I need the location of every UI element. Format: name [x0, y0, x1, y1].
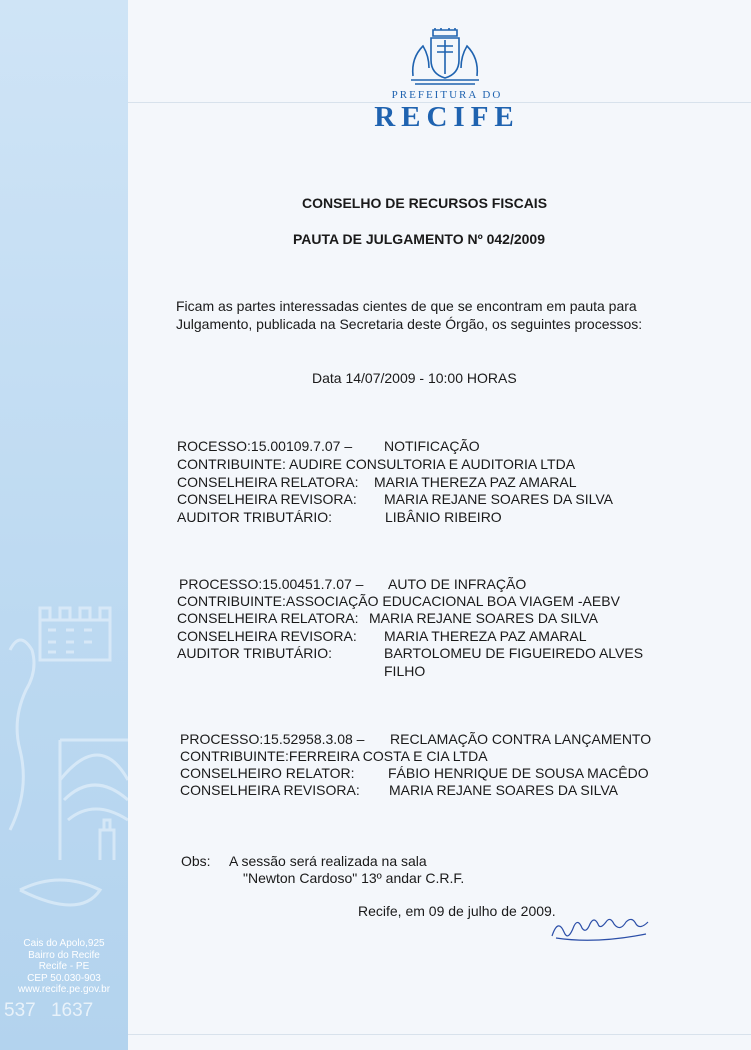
- address-line: Recife - PE: [38, 961, 90, 972]
- field-label: CONSELHEIRA REVISORA:: [177, 491, 357, 507]
- process-type: NOTIFICAÇÃO: [384, 438, 480, 454]
- sidebar-band: [0, 0, 128, 1050]
- field-label: CONSELHEIRA REVISORA:: [180, 782, 360, 798]
- obs-label: Obs:: [181, 853, 211, 869]
- process-number: ROCESSO:15.00109.7.07 –: [177, 438, 353, 454]
- year-label: 537: [4, 1000, 36, 1021]
- taxpayer-row: CONTRIBUINTE:FERREIRA COSTA E CIA LTDA: [180, 748, 488, 764]
- process-type: AUTO DE INFRAÇÃO: [388, 576, 527, 592]
- address-block: [8, 938, 120, 996]
- process-type: RECLAMAÇÃO CONTRA LANÇAMENTO: [390, 731, 652, 747]
- obs-line: "Newton Cardoso" 13º andar C.R.F.: [243, 870, 465, 886]
- field-value: MARIA THEREZA PAZ AMARAL: [374, 474, 577, 490]
- field-label: CONSELHEIRO RELATOR:: [180, 765, 355, 781]
- field-label: CONSELHEIRA RELATORA:: [177, 610, 359, 626]
- field-label: CONSELHEIRA RELATORA:: [177, 474, 359, 490]
- address-line: Cais do Apolo,925: [23, 938, 105, 949]
- field-value: MARIA REJANE SOARES DA SILVA: [384, 491, 613, 507]
- field-value: BARTOLOMEU DE FIGUEIREDO ALVES: [384, 645, 644, 661]
- field-value: LIBÂNIO RIBEIRO: [385, 509, 502, 525]
- brand-title: RECIFE: [374, 101, 520, 133]
- field-value: MARIA THEREZA PAZ AMARAL: [384, 628, 587, 644]
- auditor-continuation: FILHO: [384, 663, 426, 679]
- address-line: Bairro do Recife: [28, 949, 100, 961]
- process-number: PROCESSO:15.00451.7.07 –: [179, 576, 364, 592]
- field-value: MARIA REJANE SOARES DA SILVA: [389, 782, 618, 798]
- reviewer-row: [177, 491, 613, 507]
- taxpayer-row: CONTRIBUINTE:ASSOCIAÇÃO EDUCACIONAL BOA VIAGEM -AEBV: [177, 593, 620, 609]
- field-value: FÁBIO HENRIQUE DE SOUSA MACÊDO: [388, 765, 649, 781]
- address-line: CEP 50.030-903: [27, 972, 101, 984]
- taxpayer-row: CONTRIBUINTE: AUDIRE CONSULTORIA E AUDITORIA LTDA: [177, 456, 576, 472]
- obs-line: A sessão será realizada na sala: [229, 853, 427, 869]
- year-label: 1637: [50, 1000, 94, 1021]
- auditor-row: [177, 645, 644, 661]
- reviewer-row: [177, 628, 587, 644]
- field-label: AUDITOR TRIBUTÁRIO:: [177, 509, 333, 525]
- document-title: CONSELHO DE RECURSOS FISCAIS: [302, 195, 548, 211]
- rapporteur-row: [180, 765, 649, 781]
- field-value: MARIA REJANE SOARES DA SILVA: [369, 610, 598, 626]
- auditor-row: [177, 509, 502, 525]
- coat-of-arms-icon: [405, 28, 485, 86]
- reviewer-row: [180, 782, 618, 798]
- intro-line: Ficam as partes interessadas cientes de que se encontram em pauta para: [176, 298, 637, 314]
- field-label: AUDITOR TRIBUTÁRIO:: [177, 645, 333, 661]
- website-link[interactable]: www.recife.pe.gov.br: [17, 984, 111, 995]
- process-number-row: [180, 731, 652, 747]
- signature-icon: [548, 912, 658, 946]
- process-number: PROCESSO:15.52958.3.08 –: [180, 731, 365, 747]
- brand-subtitle: PREFEITURA DO: [391, 89, 503, 101]
- session-date: Data 14/07/2009 - 10:00 HORAS: [312, 370, 517, 386]
- process-number-row: [179, 576, 527, 592]
- field-label: CONSELHEIRA REVISORA:: [177, 628, 357, 644]
- rapporteur-row: [177, 610, 598, 626]
- intro-line: Julgamento, publicada na Secretaria deste Órgão, os seguintes processos:: [176, 316, 643, 332]
- closing-date: Recife, em 09 de julho de 2009.: [358, 903, 556, 919]
- document-subtitle: PAUTA DE JULGAMENTO Nº 042/2009: [293, 231, 545, 247]
- process-number-row: [177, 438, 480, 454]
- years-watermark: [4, 1000, 128, 1022]
- footer-divider: [128, 1034, 751, 1035]
- rapporteur-row: [177, 474, 577, 490]
